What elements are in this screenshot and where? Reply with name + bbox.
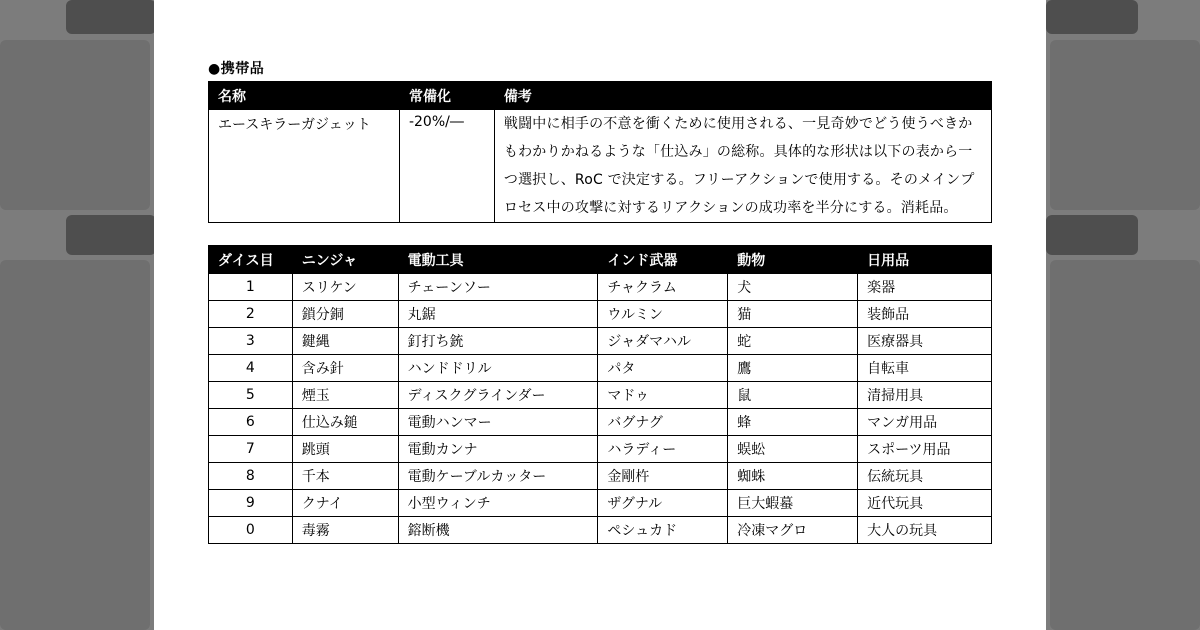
ninja-cell: クナイ xyxy=(292,490,398,517)
animal-cell: 蜘蛛 xyxy=(728,463,858,490)
dice-table-header xyxy=(209,246,992,274)
daily-goods-cell: 大人の玩具 xyxy=(858,517,992,544)
daily-goods-cell: 医療器具 xyxy=(858,328,992,355)
power-tool-cell: 丸鋸 xyxy=(398,301,598,328)
power-tool-cell: 電動カンナ xyxy=(398,436,598,463)
item-table-header xyxy=(209,82,992,110)
table-row xyxy=(209,328,992,355)
daily-goods-cell: 清掃用具 xyxy=(858,382,992,409)
header-dice: ダイス目 xyxy=(209,246,293,274)
section-title: ●携帯品 xyxy=(208,61,265,77)
indian-weapon-cell: チャクラム xyxy=(598,274,728,301)
animal-cell: 鼠 xyxy=(728,382,858,409)
animal-cell: 蛇 xyxy=(728,328,858,355)
background-blur-block xyxy=(0,260,150,630)
background-blur-block xyxy=(1050,40,1200,210)
daily-goods-cell: スポーツ用品 xyxy=(858,436,992,463)
background-blur-bar xyxy=(66,0,156,34)
daily-goods-cell: 自転車 xyxy=(858,355,992,382)
header-power-tool: 電動工具 xyxy=(398,246,598,274)
table-row xyxy=(209,301,992,328)
table-row xyxy=(209,274,992,301)
indian-weapon-cell: ペシュカド xyxy=(598,517,728,544)
header-note: 備考 xyxy=(494,82,991,110)
animal-cell: 蜂 xyxy=(728,409,858,436)
table-row xyxy=(209,490,992,517)
ninja-cell: 跳頭 xyxy=(292,436,398,463)
indian-weapon-cell: ジャダマハル xyxy=(598,328,728,355)
dice-value: 0 xyxy=(209,517,293,544)
dice-table xyxy=(208,245,992,544)
table-row xyxy=(209,110,992,223)
daily-goods-cell: 伝統玩具 xyxy=(858,463,992,490)
daily-goods-cell: マンガ用品 xyxy=(858,409,992,436)
table-row xyxy=(209,409,992,436)
dice-value: 2 xyxy=(209,301,293,328)
indian-weapon-cell: 金剛杵 xyxy=(598,463,728,490)
indian-weapon-cell: バグナグ xyxy=(598,409,728,436)
table-row xyxy=(209,463,992,490)
ninja-cell: 煙玉 xyxy=(292,382,398,409)
item-note: 戦闘中に相手の不意を衝くために使用される、一見奇妙でどう使うべきかもわかりかねるような「仕込み」の総称。具体的な形状は以下の表から一つ選択し、RoC で決定する。フリーアクションで使用する。そのメインプロセス中の攻撃に対するリアクションの成功率を半分にする。消耗品。 xyxy=(494,110,991,223)
background-blur-bar xyxy=(66,215,156,255)
indian-weapon-cell: ザグナル xyxy=(598,490,728,517)
ninja-cell: 毒霧 xyxy=(292,517,398,544)
daily-goods-cell: 近代玩具 xyxy=(858,490,992,517)
indian-weapon-cell: ハラディー xyxy=(598,436,728,463)
document-page xyxy=(154,0,1046,630)
dice-value: 4 xyxy=(209,355,293,382)
power-tool-cell: ハンドドリル xyxy=(398,355,598,382)
header-cost: 常備化 xyxy=(399,82,494,110)
daily-goods-cell: 装飾品 xyxy=(858,301,992,328)
header-indian-weapon: インド武器 xyxy=(598,246,728,274)
ninja-cell: 鍵縄 xyxy=(292,328,398,355)
header-daily-goods: 日用品 xyxy=(858,246,992,274)
power-tool-cell: 電動ケーブルカッター xyxy=(398,463,598,490)
dice-value: 6 xyxy=(209,409,293,436)
table-row xyxy=(209,436,992,463)
ninja-cell: 千本 xyxy=(292,463,398,490)
background-blur-bar xyxy=(1046,0,1138,34)
power-tool-cell: 小型ウィンチ xyxy=(398,490,598,517)
item-table xyxy=(208,81,992,223)
header-name: 名称 xyxy=(209,82,400,110)
daily-goods-cell: 楽器 xyxy=(858,274,992,301)
item-cost: -20%/― xyxy=(399,110,494,223)
ninja-cell: スリケン xyxy=(292,274,398,301)
power-tool-cell: 釘打ち銃 xyxy=(398,328,598,355)
animal-cell: 蜈蚣 xyxy=(728,436,858,463)
dice-value: 1 xyxy=(209,274,293,301)
dice-value: 5 xyxy=(209,382,293,409)
table-row xyxy=(209,517,992,544)
animal-cell: 鷹 xyxy=(728,355,858,382)
ninja-cell: 仕込み鎚 xyxy=(292,409,398,436)
indian-weapon-cell: パタ xyxy=(598,355,728,382)
ninja-cell: 鎖分銅 xyxy=(292,301,398,328)
dice-value: 3 xyxy=(209,328,293,355)
background-blur-block xyxy=(1050,260,1200,630)
indian-weapon-cell: ウルミン xyxy=(598,301,728,328)
animal-cell: 犬 xyxy=(728,274,858,301)
background-blur-block xyxy=(0,40,150,210)
dice-value: 8 xyxy=(209,463,293,490)
background-blur-bar xyxy=(1046,215,1138,255)
power-tool-cell: ディスクグラインダー xyxy=(398,382,598,409)
animal-cell: 巨大蝦蟇 xyxy=(728,490,858,517)
header-ninja: ニンジャ xyxy=(292,246,398,274)
table-row xyxy=(209,355,992,382)
animal-cell: 猫 xyxy=(728,301,858,328)
item-name: エースキラーガジェット xyxy=(209,110,400,223)
power-tool-cell: 電動ハンマー xyxy=(398,409,598,436)
indian-weapon-cell: マドゥ xyxy=(598,382,728,409)
animal-cell: 冷凍マグロ xyxy=(728,517,858,544)
power-tool-cell: 鎔断機 xyxy=(398,517,598,544)
dice-value: 7 xyxy=(209,436,293,463)
power-tool-cell: チェーンソー xyxy=(398,274,598,301)
ninja-cell: 含み針 xyxy=(292,355,398,382)
table-row xyxy=(209,382,992,409)
header-animal: 動物 xyxy=(728,246,858,274)
dice-value: 9 xyxy=(209,490,293,517)
